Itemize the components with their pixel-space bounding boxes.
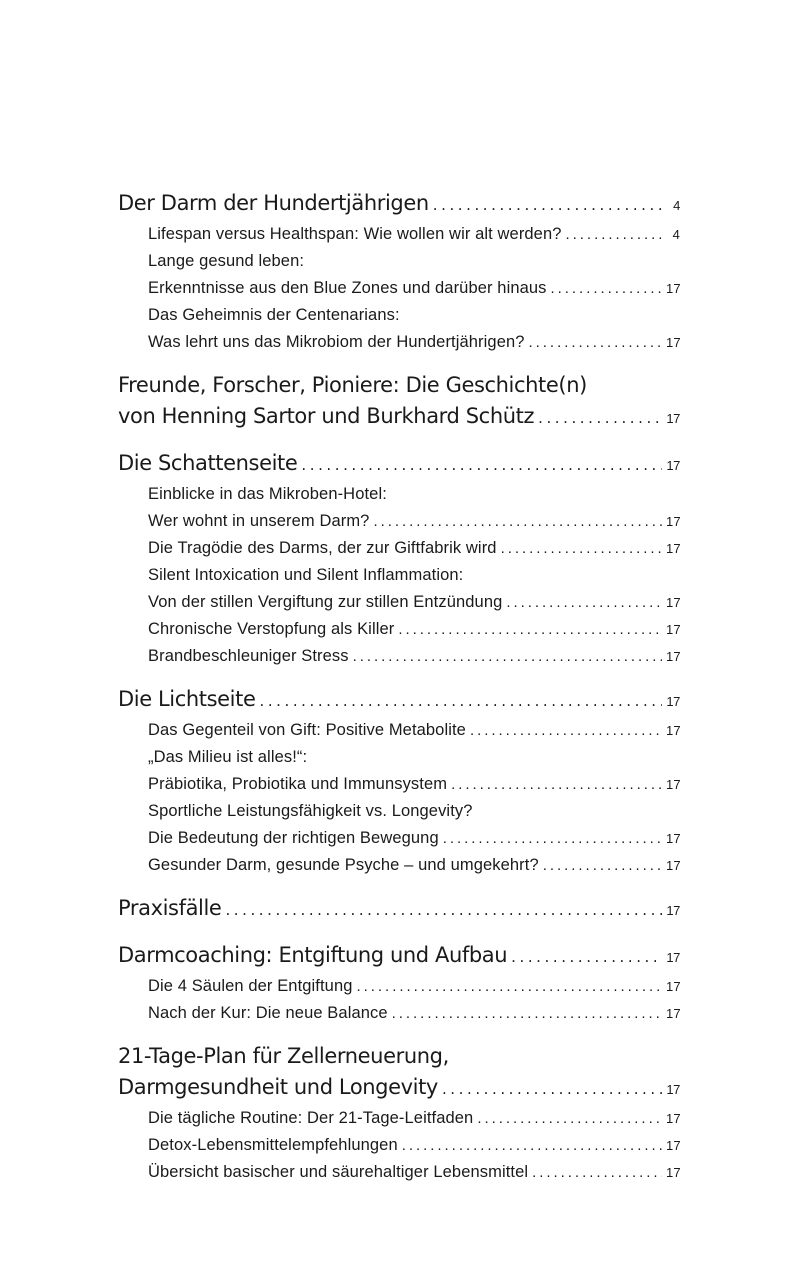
page-number: 17 xyxy=(662,686,680,717)
subentry-row[interactable] xyxy=(148,717,680,744)
subentry-title: Lifespan versus Healthspan: Wie wollen wir alt werden? xyxy=(148,221,566,248)
toc-chapter xyxy=(118,893,680,926)
chapter-title-row[interactable] xyxy=(118,401,680,434)
subentry-row[interactable] xyxy=(148,616,680,643)
subentry-row[interactable] xyxy=(148,771,680,798)
subentry-row[interactable] xyxy=(148,643,680,670)
page-number: 17 xyxy=(662,1159,680,1186)
page-number: 17 xyxy=(662,450,680,481)
subentry-title: Wer wohnt in unserem Darm? xyxy=(148,508,373,535)
page-number: 17 xyxy=(662,275,680,302)
chapter-title: Der Darm der Hundertjährigen xyxy=(118,188,433,219)
dot-leader xyxy=(433,188,662,221)
dot-leader xyxy=(551,275,662,302)
page-number: 17 xyxy=(662,852,680,879)
page-number: 17 xyxy=(662,1000,680,1027)
subentry-title: Die Bedeutung der richtigen Bewegung xyxy=(148,825,443,852)
dot-leader xyxy=(529,329,662,356)
subentry-title: Die tägliche Routine: Der 21-Tage-Leitfaden xyxy=(148,1105,477,1132)
subentry-title: Was lehrt uns das Mikrobiom der Hundertjährigen? xyxy=(148,329,529,356)
dot-leader xyxy=(506,589,662,616)
subentry-title-line: Einblicke in das Mikroben-Hotel: xyxy=(148,485,387,503)
subentry-title-line: Das Geheimnis der Centenarians: xyxy=(148,306,400,324)
page-number: 17 xyxy=(662,403,680,434)
chapter-title: Darmgesundheit und Longevity xyxy=(118,1072,442,1103)
toc-chapter xyxy=(118,940,680,1027)
chapter-title: Darmcoaching: Entgiftung und Aufbau xyxy=(118,940,511,971)
dot-leader xyxy=(532,1159,662,1186)
subentry-title: Brandbeschleuniger Stress xyxy=(148,643,353,670)
chapter-title-line: Freunde, Forscher, Pioniere: Die Geschichte(n) xyxy=(118,373,587,397)
subentry-row[interactable] xyxy=(148,1000,680,1027)
page-number: 17 xyxy=(662,329,680,356)
dot-leader xyxy=(477,1105,662,1132)
chapter-title-row[interactable] xyxy=(118,684,680,717)
page-number: 17 xyxy=(662,825,680,852)
chapter-title: Die Lichtseite xyxy=(118,684,259,715)
chapter-title-row[interactable] xyxy=(118,940,680,973)
page-number: 17 xyxy=(662,973,680,1000)
toc-chapter xyxy=(118,684,680,879)
toc-chapter xyxy=(118,370,680,434)
dot-leader xyxy=(398,616,662,643)
subentry-row[interactable] xyxy=(148,825,680,852)
subentry-row[interactable] xyxy=(148,221,680,248)
dot-leader xyxy=(259,684,662,717)
page-number: 17 xyxy=(662,589,680,616)
dot-leader xyxy=(357,973,662,1000)
dot-leader xyxy=(538,401,662,434)
subentry-title-line: Sportliche Leistungsfähigkeit vs. Longevity? xyxy=(148,802,473,820)
page-number: 17 xyxy=(662,535,680,562)
dot-leader xyxy=(442,1072,662,1105)
page-number: 17 xyxy=(662,1074,680,1105)
chapter-title-row[interactable] xyxy=(118,1072,680,1105)
subentry-title: Übersicht basischer und säurehaltiger Lebensmittel xyxy=(148,1159,532,1186)
toc-subentries xyxy=(118,717,680,879)
dot-leader xyxy=(353,643,662,670)
chapter-title-row[interactable] xyxy=(118,893,680,926)
page-number: 17 xyxy=(662,895,680,926)
page-number: 4 xyxy=(662,190,680,221)
subentry-title: Chronische Verstopfung als Killer xyxy=(148,616,398,643)
dot-leader xyxy=(566,221,662,248)
chapter-title: Praxisfälle xyxy=(118,893,225,924)
toc-chapter xyxy=(118,188,680,356)
dot-leader xyxy=(451,771,662,798)
subentry-row[interactable] xyxy=(148,589,680,616)
dot-leader xyxy=(225,893,662,926)
dot-leader xyxy=(511,940,662,973)
toc-subentries xyxy=(118,1105,680,1186)
chapter-title-line: 21-Tage-Plan für Zellerneuerung, xyxy=(118,1044,449,1068)
subentry-title-line: Lange gesund leben: xyxy=(148,252,305,270)
subentry-row[interactable] xyxy=(148,973,680,1000)
dot-leader xyxy=(373,508,662,535)
page-number: 17 xyxy=(662,771,680,798)
page-number: 17 xyxy=(662,508,680,535)
table-of-contents xyxy=(118,188,680,1200)
dot-leader xyxy=(501,535,662,562)
page-number: 17 xyxy=(662,717,680,744)
toc-subentries xyxy=(118,481,680,670)
subentry-row[interactable] xyxy=(148,329,680,356)
subentry-row[interactable] xyxy=(148,508,680,535)
dot-leader xyxy=(470,717,662,744)
toc-subentries xyxy=(118,973,680,1027)
subentry-title: Erkenntnisse aus den Blue Zones und darüber hinaus xyxy=(148,275,551,302)
chapter-title: Die Schattenseite xyxy=(118,448,301,479)
subentry-title-line: „Das Milieu ist alles!“: xyxy=(148,748,308,766)
page-number: 17 xyxy=(662,1105,680,1132)
chapter-title-row[interactable] xyxy=(118,188,680,221)
subentry-row[interactable] xyxy=(148,852,680,879)
subentry-title: Die Tragödie des Darms, der zur Giftfabrik wird xyxy=(148,535,501,562)
subentry-title: Die 4 Säulen der Entgiftung xyxy=(148,973,357,1000)
chapter-title-row[interactable] xyxy=(118,448,680,481)
subentry-title: Nach der Kur: Die neue Balance xyxy=(148,1000,392,1027)
subentry-row[interactable] xyxy=(148,275,680,302)
dot-leader xyxy=(443,825,662,852)
subentry-title: Das Gegenteil von Gift: Positive Metabolite xyxy=(148,717,470,744)
subentry-row[interactable] xyxy=(148,1159,680,1186)
dot-leader xyxy=(543,852,662,879)
subentry-row[interactable] xyxy=(148,535,680,562)
dot-leader xyxy=(392,1000,662,1027)
page-number: 17 xyxy=(662,942,680,973)
dot-leader xyxy=(402,1132,662,1159)
toc-chapter xyxy=(118,448,680,670)
chapter-title: von Henning Sartor und Burkhard Schütz xyxy=(118,401,538,432)
toc-chapter xyxy=(118,1041,680,1186)
page-number: 17 xyxy=(662,616,680,643)
subentry-title: Von der stillen Vergiftung zur stillen Entzündung xyxy=(148,589,506,616)
dot-leader xyxy=(301,448,662,481)
subentry-row[interactable] xyxy=(148,1105,680,1132)
page-number: 4 xyxy=(662,221,680,248)
subentry-title: Detox-Lebensmittelempfehlungen xyxy=(148,1132,402,1159)
subentry-row[interactable] xyxy=(148,1132,680,1159)
toc-subentries xyxy=(118,221,680,356)
subentry-title: Präbiotika, Probiotika und Immunsystem xyxy=(148,771,451,798)
page-number: 17 xyxy=(662,643,680,670)
page-number: 17 xyxy=(662,1132,680,1159)
subentry-title-line: Silent Intoxication und Silent Inflammation: xyxy=(148,566,464,584)
subentry-title: Gesunder Darm, gesunde Psyche – und umgekehrt? xyxy=(148,852,543,879)
